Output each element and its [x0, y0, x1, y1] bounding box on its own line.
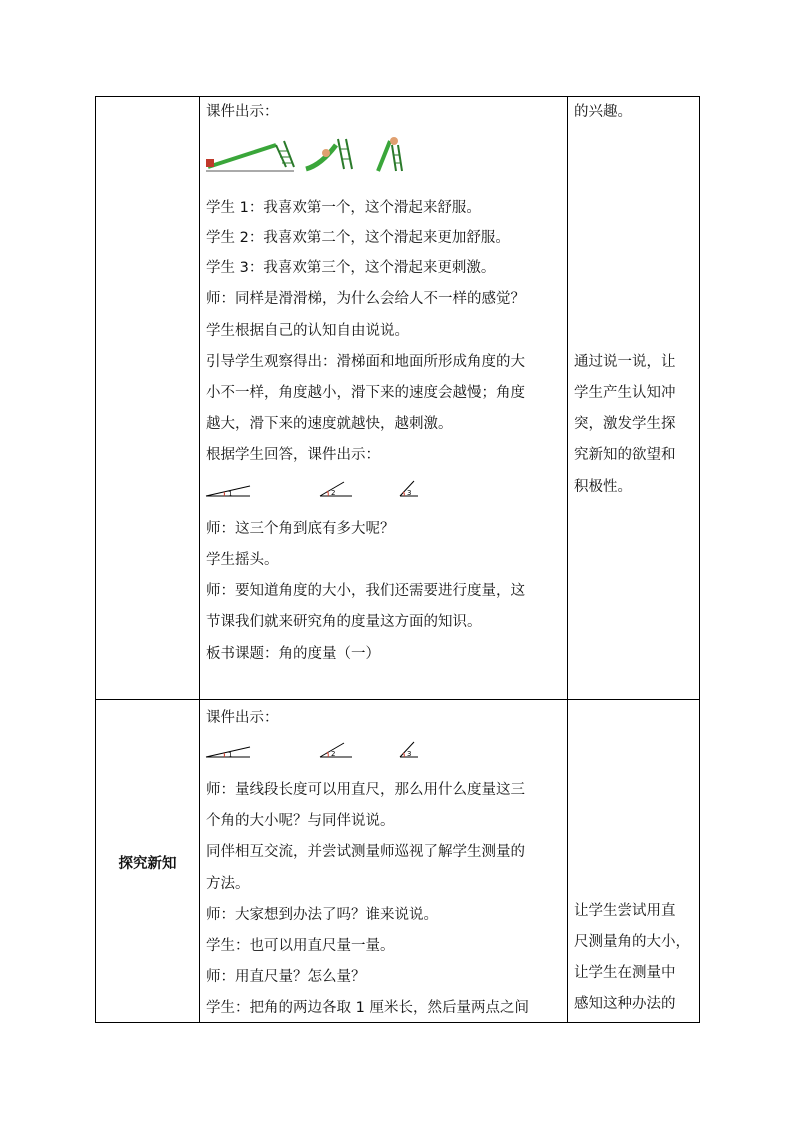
content-line: 学生 1：我喜欢第一个，这个滑起来舒服。 — [206, 200, 481, 216]
content-line: 学生摇头。 — [206, 552, 279, 568]
content-line: 学生：把角的两边各取 1 厘米长，然后量两点之间 — [206, 1000, 529, 1016]
angle-label: 3 — [407, 750, 412, 758]
content-line: 个角的大小呢？与同伴说说。 — [206, 813, 395, 829]
angle-label: 2 — [331, 750, 336, 758]
column-divider — [199, 97, 200, 1022]
note-line: 感知这种办法的 — [574, 996, 676, 1012]
slide-2 — [306, 139, 352, 169]
content-line: 学生 2：我喜欢第二个，这个滑起来更加舒服。 — [206, 230, 510, 246]
content-line: 小不一样，角度越小，滑下来的速度会越慢；角度 — [206, 385, 525, 401]
content-line: 越大，滑下来的速度就越快，越刺激。 — [206, 416, 453, 432]
content-line: 师：大家想到办法了吗？谁来说说。 — [206, 907, 438, 923]
note-line: 突，激发学生探 — [574, 416, 676, 432]
content-line: 学生 3：我喜欢第三个，这个滑起来更刺激。 — [206, 260, 496, 276]
note-line: 的兴趣。 — [574, 104, 632, 120]
stage-label: 探究新知 — [118, 856, 177, 872]
content-line: 师：这三个角到底有多大呢？ — [206, 521, 395, 537]
content-line: 课件出示： — [206, 104, 279, 120]
angle-label: 1 — [228, 490, 233, 498]
note-line: 通过说一说，让 — [574, 354, 676, 370]
slide-3 — [378, 137, 402, 171]
note-line: 尺测量角的大小， — [574, 934, 690, 950]
slides-illustration — [206, 135, 421, 175]
content-line: 师：量线段长度可以用直尺，那么用什么度量这三 — [206, 782, 525, 798]
content-line: 师：用直尺量？怎么量？ — [206, 969, 366, 985]
content-line: 节课我们就来研究角的度量这方面的知识。 — [206, 614, 482, 630]
column-divider — [567, 97, 568, 1022]
angle-label: 1 — [228, 751, 233, 759]
row-divider — [96, 699, 699, 700]
lesson-table — [95, 96, 700, 1023]
content-line: 同伴相互交流，并尝试测量师巡视了解学生测量的 — [206, 844, 525, 860]
content-line: 学生根据自己的认知自由说说。 — [206, 323, 409, 339]
angle-label: 2 — [331, 489, 336, 497]
content-line: 板书课题：角的度量（一） — [206, 646, 380, 662]
slide-1 — [206, 141, 294, 171]
note-line: 学生产生认知冲 — [574, 385, 676, 401]
angle-figure-2 — [318, 741, 358, 761]
content-line: 师：要知道角度的大小，我们还需要进行度量，这 — [206, 583, 525, 599]
content-line: 方法。 — [206, 876, 250, 892]
angle-figure-3 — [398, 480, 428, 500]
angle-figure-2 — [318, 480, 358, 500]
angle-figure-3 — [398, 741, 428, 761]
content-line: 课件出示： — [206, 710, 279, 726]
content-line: 根据学生回答，课件出示： — [206, 447, 380, 463]
note-line: 究新知的欲望和 — [574, 447, 676, 463]
note-line: 让学生尝试用直 — [574, 903, 676, 919]
note-line: 让学生在测量中 — [574, 965, 676, 981]
content-line: 师：同样是滑滑梯，为什么会给人不一样的感觉？ — [206, 291, 525, 307]
angle-figure-1 — [204, 480, 254, 500]
content-line: 引导学生观察得出：滑梯面和地面所形成角度的大 — [206, 354, 525, 370]
note-line: 积极性。 — [574, 479, 632, 495]
angle-label: 3 — [407, 489, 412, 497]
content-line: 学生：也可以用直尺量一量。 — [206, 938, 395, 954]
angle-figure-1 — [204, 741, 254, 761]
